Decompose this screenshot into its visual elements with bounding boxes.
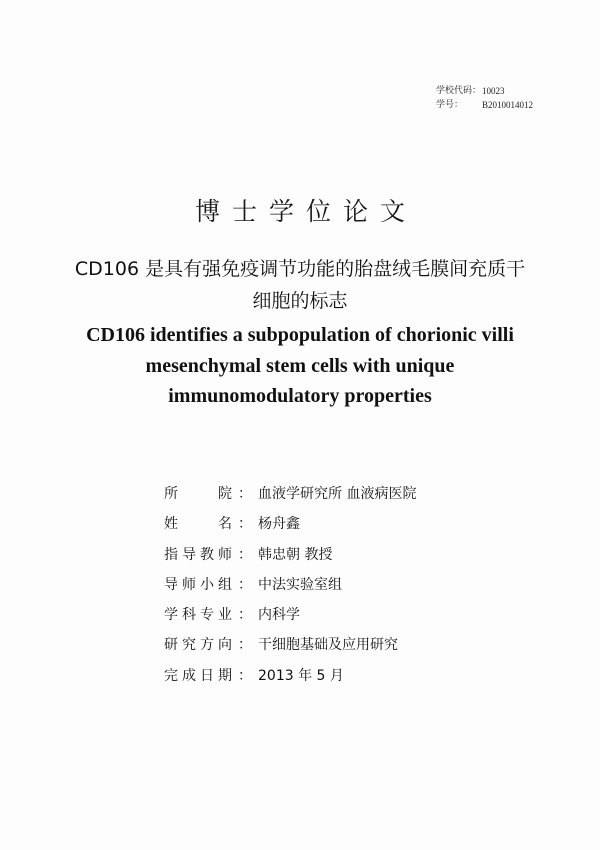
info-value: 中法实验室组 [258, 576, 342, 593]
student-no-label: 学号： [436, 100, 464, 110]
info-row-advisory-group [164, 574, 416, 604]
info-colon: ： [238, 607, 252, 624]
english-title-line-3: immunomodulatory properties [168, 385, 432, 407]
info-value: 杨舟鑫 [258, 516, 300, 533]
document-type-heading: 博士学位论文 [194, 197, 417, 226]
info-row-major [164, 604, 416, 634]
chinese-title-line-2: 细胞的标志 [252, 290, 348, 312]
info-value: 2013 年 5 月 [258, 667, 344, 684]
student-no-value: B2010014012 [482, 100, 534, 110]
info-value: 内科学 [258, 607, 300, 624]
info-value: 血液学研究所 血液病医院 [258, 486, 417, 502]
info-row-supervisor [164, 544, 416, 574]
english-title [30, 320, 570, 412]
english-title-line-1: CD106 identifies a subpopulation of chorionic villi [86, 324, 514, 346]
info-label: 研 究 方 向 [164, 637, 232, 654]
school-code-value: 10023 [482, 86, 505, 96]
info-row-institute [164, 483, 416, 513]
info-colon: ： [238, 667, 252, 684]
info-colon: ： [238, 546, 252, 563]
thesis-info-list [164, 483, 416, 695]
school-code-label: 学校代码： [436, 86, 482, 96]
info-colon: ： [238, 637, 252, 654]
info-colon: ： [238, 516, 252, 533]
info-label: 完 成 日 期 [164, 667, 232, 684]
info-colon: ： [238, 486, 252, 502]
chinese-title [40, 253, 560, 317]
info-label: 姓 名 [164, 516, 232, 533]
info-label: 学 科 专 业 [164, 607, 232, 624]
info-label: 指 导 教 师 [164, 546, 232, 563]
info-row-name [164, 513, 416, 543]
info-row-research-direction [164, 634, 416, 664]
chinese-title-line-1: CD106 是具有强免疫调节功能的胎盘绒毛膜间充质干 [74, 258, 526, 280]
student-no-row [436, 98, 533, 112]
school-code-row [436, 84, 533, 98]
info-label: 所 院 [164, 486, 232, 502]
english-title-line-2: mesenchymal stem cells with unique [145, 354, 455, 377]
info-row-completion-date [164, 665, 416, 695]
info-value: 韩忠朝 教授 [258, 546, 333, 563]
info-label: 导 师 小 组 [164, 576, 232, 593]
info-value: 干细胞基础及应用研究 [258, 637, 398, 654]
school-code-block [436, 84, 533, 112]
info-colon: ： [238, 576, 252, 593]
